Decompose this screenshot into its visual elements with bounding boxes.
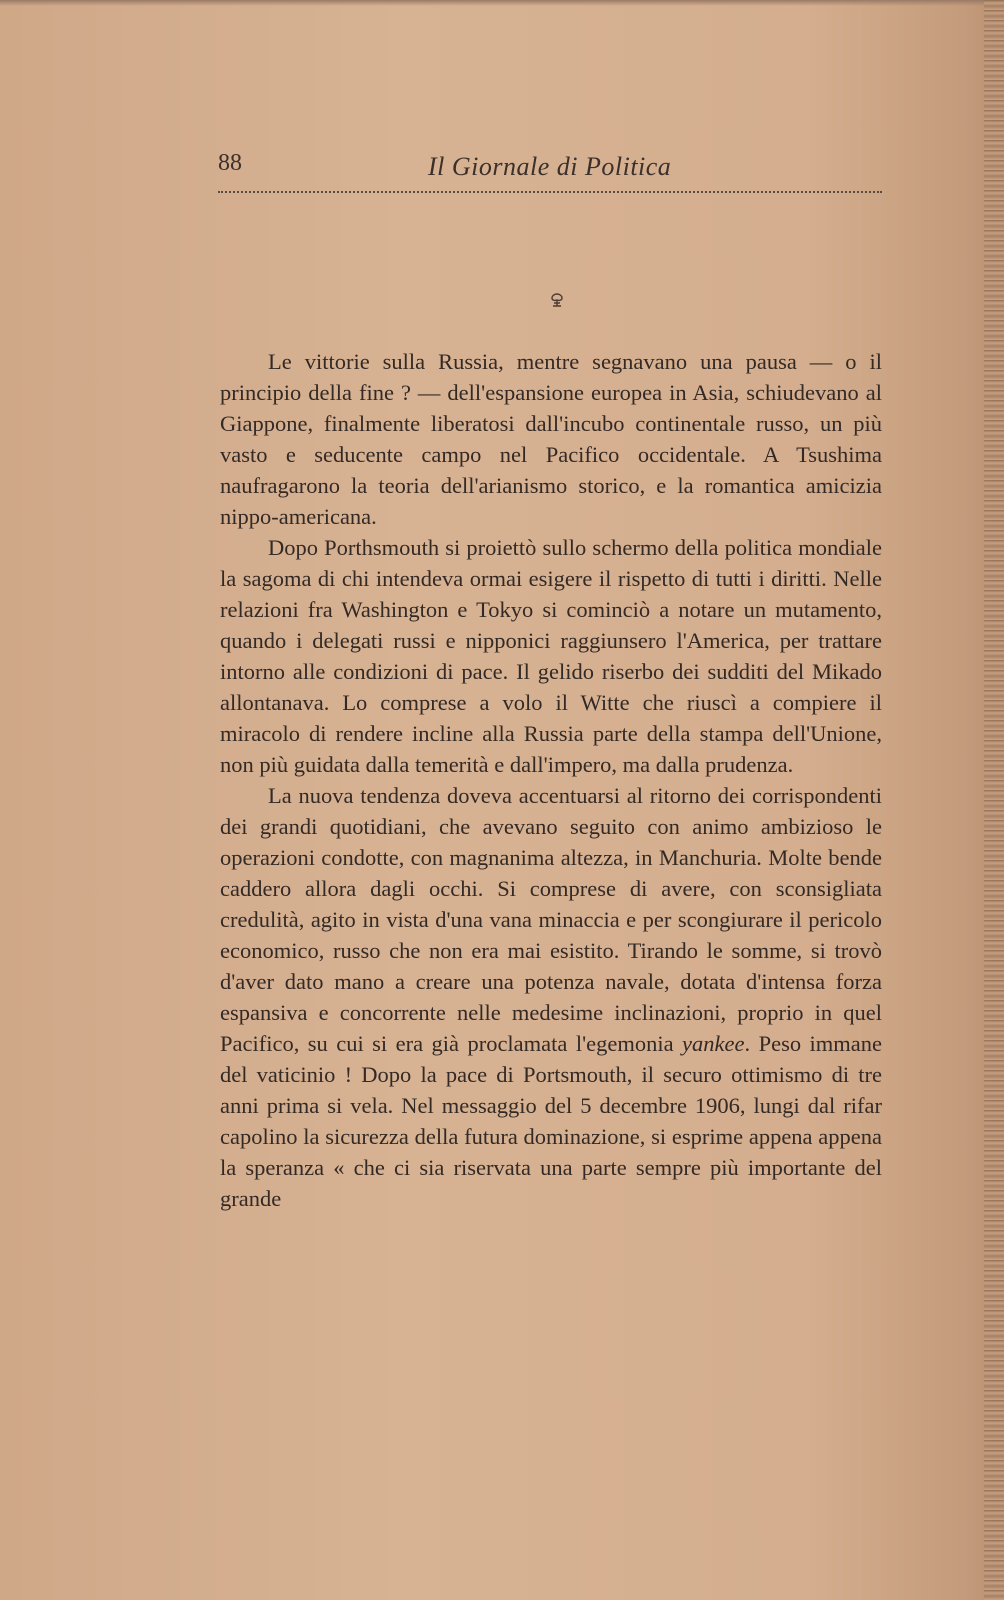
paragraph-3-text-b: . Peso immane del vaticinio ! Dopo la pace di Portsmouth, il securo ottimismo di tre anni prima si vela. Nel messaggio del 5 decembre 1906, lungi dal rifar capolino la sicurezza della futura dominazione, si esprime appena appena la speranza « che ci sia riservata una parte sempre più importante del grande: [220, 1031, 882, 1211]
paragraph-3: [220, 780, 882, 1214]
page-header: [218, 150, 882, 190]
fleuron-icon: [549, 292, 565, 308]
page-top-edge: [0, 0, 1004, 6]
paragraph-2: Dopo Porthsmouth si proiettò sullo schermo della politica mondiale la sagoma di chi intendeva ormai esigere il rispetto di tutti i diritti. Nelle relazioni fra Washington e Tokyo si cominciò a notare un mutamento, quando i delegati russi e nipponici raggiunsero l'America, per trattare intorno alle condizioni di pace. Il gelido riserbo dei sudditi del Mikado allontanava. Lo comprese a volo il Witte che riuscì a compiere il miracolo di rendere incline alla Russia parte della stampa dell'Unione, non più guidata dalla temerità e dall'impero, ma dalla prudenza.: [220, 535, 882, 777]
paragraph-3-text-a: La nuova tendenza doveva accentuarsi al ritorno dei corrispondenti dei grandi quotidiani, che avevano seguito con animo ambizioso le operazioni condotte, con magnanima altezza, in Manchuria. Molte bende caddero allora dagli occhi. Si comprese di avere, con sconsigliata credulità, agito in vista d'una vana minaccia e per scongiurare il pericolo economico, russo che non era mai esistito. Tirando le somme, si trovò d'aver dato mano a creare una potenza navale, dotata d'intensa forza espansiva e concorrente nelle medesime inclinazioni, proprio in quel Pacifico, su cui si era già proclamata l'egemonia: [220, 783, 882, 1056]
page-number: 88: [218, 150, 242, 176]
page-fore-edge: [984, 0, 1004, 1600]
running-title: Il Giornale di Politica: [428, 152, 672, 181]
body-text: [220, 346, 882, 1214]
header-rule: [218, 191, 882, 193]
paragraph-3-italic-word: yankee: [682, 1031, 745, 1056]
paragraph-1: Le vittorie sulla Russia, mentre segnavano una pausa — o il principio della fine ? — dell'espansione europea in Asia, schiudevano al Giappone, finalmente liberatosi dall'incubo continentale russo, un più vasto e seducente campo nel Pacifico occidentale. A Tsushima naufragarono la teoria dell'arianismo storico, e la romantica amicizia nippo-americana.: [220, 349, 882, 529]
